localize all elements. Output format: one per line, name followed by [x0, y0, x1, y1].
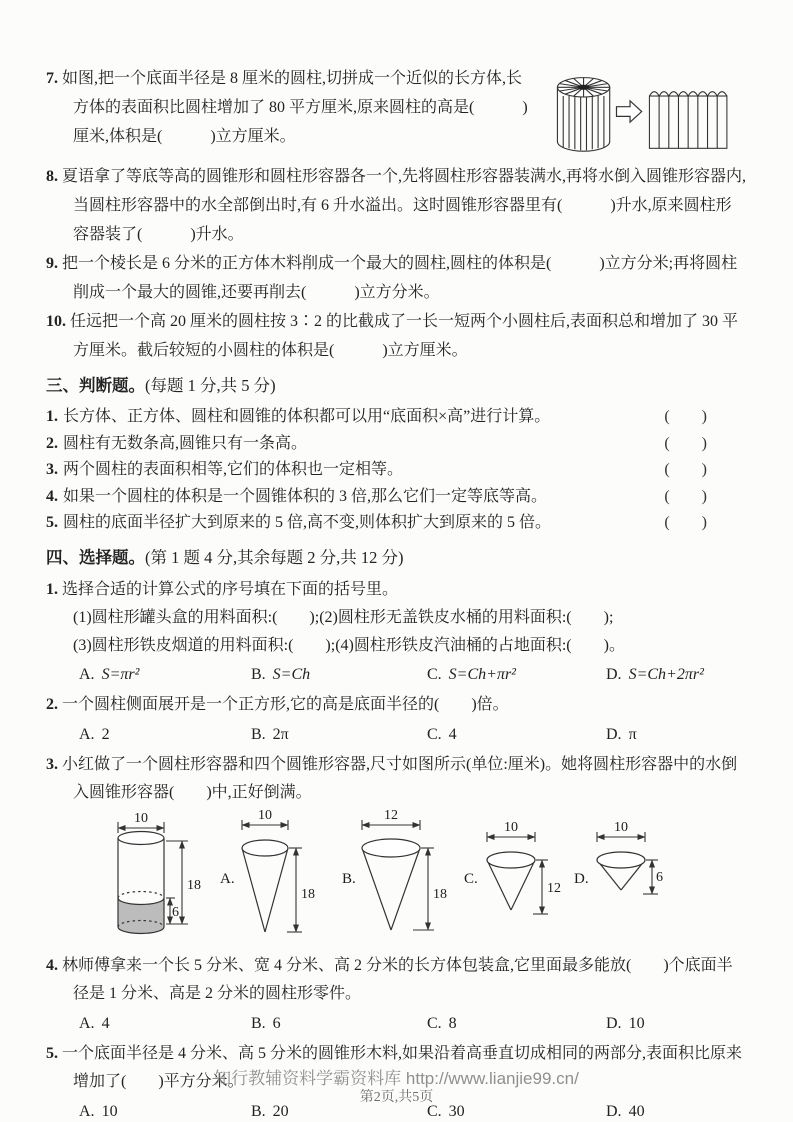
judgment-item-4: [46, 484, 747, 511]
cylinder-figure: [118, 811, 201, 933]
question-9: [46, 249, 747, 307]
answer-parens: ( ): [664, 461, 707, 478]
choice-question-4: [46, 952, 747, 1038]
cone-figure-c: [464, 820, 561, 914]
option-b: B. 6: [251, 1014, 281, 1032]
question-number: 2.: [46, 696, 58, 713]
question-number: 5.: [46, 1044, 58, 1062]
options-row: [46, 1009, 747, 1038]
cone-b-diameter-label: 12: [384, 809, 398, 823]
question-text: 选择合适的计算公式的序号填在下面的括号里。: [62, 580, 399, 598]
option-a: A. S=πr²: [79, 666, 140, 683]
cone-figure-d: [574, 820, 663, 894]
option-c: C. 8: [427, 1014, 457, 1032]
item-number: 4.: [46, 487, 58, 505]
option-d: D. 10: [606, 1014, 645, 1032]
judgment-item-1: [46, 404, 747, 431]
item-text: 圆柱的底面半径扩大到原来的 5 倍,高不变,则体积扩大到原来的 5 倍。: [63, 514, 552, 531]
cone-d-diameter-label: 10: [614, 819, 628, 835]
answer-parens: ( ): [664, 514, 707, 531]
item-number: 3.: [46, 461, 58, 478]
question-text: 小红做了一个圆柱形容器和四个圆锥形容器,尺寸如图所示(单位:厘米)。她将圆柱形容器中的水倒入圆锥形容器( )中,正好倒满。: [62, 755, 738, 801]
judgment-item-3: [46, 457, 747, 484]
cone-figure-b: [342, 810, 447, 930]
cone-a-height-label: 18: [301, 886, 315, 902]
choice-header-title: 四、选择题。: [46, 547, 145, 567]
option-d: D. π: [606, 725, 637, 743]
option-d: D. 40: [606, 1102, 645, 1120]
option-b: B. S=Ch: [251, 666, 311, 683]
option-c: C. 4: [427, 725, 457, 743]
arrow-right-icon: [616, 101, 641, 122]
cylinder-to-prism-figure: [547, 66, 747, 158]
option-a: A. 10: [79, 1102, 118, 1120]
question-text: 一个底面半径是 4 分米、高 5 分米的圆锥形木料,如果沿着高垂直切成相同的两部分,表面积比原来增加了( )平方分米。: [62, 1044, 743, 1090]
judgment-section: [46, 372, 747, 537]
answer-parens: ( ): [664, 408, 707, 425]
cone-a-label: A.: [220, 870, 235, 887]
question-text: 任远把一个高 20 厘米的圆柱按 3∶2 的比截成了一长一短两个小圆柱后,表面积总和增加了 30 平方厘米。截后较短的小圆柱的体积是( )立方厘米。: [70, 313, 739, 359]
sub-items-3-4: (3)圆柱形铁皮烟道的用料面积:( );(4)圆柱形铁皮汽油桶的占地面积:( )。: [73, 637, 625, 654]
cone-d-height-label: 6: [656, 869, 663, 885]
option-a: A. 2: [79, 725, 110, 743]
question-number: 3.: [46, 755, 58, 773]
question-number: 4.: [46, 956, 58, 974]
question-10: [46, 307, 747, 365]
option-d: D. S=Ch+2πr²: [606, 666, 704, 683]
containers-figure: [60, 810, 760, 950]
judgment-item-2: [46, 431, 747, 458]
cone-c-diameter-label: 10: [504, 819, 518, 835]
question-number: 7.: [46, 70, 58, 87]
choice-header: [46, 544, 747, 571]
watermark-site-text: 知行教辅资料学霸资料库 http://www.lianjie99.cn/: [214, 1069, 579, 1088]
fill-in-section: [46, 64, 747, 365]
judgment-item-5: [46, 510, 747, 537]
cone-c-label: C.: [464, 870, 478, 887]
question-number: 9.: [46, 255, 58, 272]
figure-containers: [60, 810, 747, 950]
item-text: 两个圆柱的表面积相等,它们的体积也一定相等。: [63, 461, 404, 478]
question-7: [46, 64, 747, 162]
question-number: 1.: [46, 580, 58, 598]
figure-cylinder-to-prism: [547, 66, 747, 158]
question-number: 10.: [46, 313, 66, 330]
cone-b-label: B.: [342, 870, 356, 887]
cylinder-height-label: 18: [187, 877, 201, 893]
item-text: 圆柱有无数条高,圆锥只有一条高。: [63, 434, 308, 452]
option-a: A. 4: [79, 1014, 110, 1032]
answer-parens: ( ): [664, 434, 707, 452]
option-c: C. S=Ch+πr²: [427, 666, 516, 683]
option-c: C. 30: [427, 1102, 465, 1120]
choice-question-1: [46, 576, 747, 690]
item-text: 长方体、正方体、圆柱和圆锥的体积都可以用“底面积×高”进行计算。: [63, 408, 551, 425]
cylinder-drawing: [557, 78, 609, 152]
options-row: [46, 660, 747, 689]
item-text: 如果一个圆柱的体积是一个圆锥体积的 3 倍,那么它们一定等底等高。: [63, 487, 548, 505]
page-number: 第2页,共5页: [359, 1090, 434, 1105]
judgment-header: [46, 372, 747, 399]
question-text: 把一个棱长是 6 分米的正方体木料削成一个最大的圆柱,圆柱的体积是( )立方分米;再将圆柱削成一个最大的圆锥,还要再削去( )立方分米。: [62, 255, 738, 301]
question-8: [46, 162, 747, 249]
question-text: 如图,把一个底面半径是 8 厘米的圆柱,切拼成一个近似的长方体,长方体的表面积比圆柱增加了 80 平方厘米,原来圆柱的高是( )厘米,体积是( )立方厘米。: [62, 70, 528, 145]
cone-figure-a: [220, 810, 315, 932]
question-number: 8.: [46, 168, 58, 185]
choice-question-3: [46, 751, 747, 950]
options-row: [46, 720, 747, 749]
cylinder-diameter-label: 10: [134, 810, 148, 826]
choice-question-2: [46, 691, 747, 749]
cone-a-diameter-label: 10: [258, 809, 272, 823]
prism-drawing: [649, 92, 726, 149]
item-number: 2.: [46, 434, 58, 452]
cone-c-height-label: 12: [547, 880, 561, 896]
item-number: 1.: [46, 408, 58, 425]
answer-parens: ( ): [664, 487, 707, 505]
cylinder-water-label: 6: [172, 904, 179, 920]
page-footer: [0, 1069, 793, 1106]
item-number: 5.: [46, 514, 58, 531]
judgment-header-note: (每题 1 分,共 5 分): [145, 376, 276, 395]
cone-d-label: D.: [574, 870, 589, 887]
judgment-header-title: 三、判断题。: [46, 376, 145, 395]
sub-items-1-2: (1)圆柱形罐头盒的用料面积:( );(2)圆柱形无盖铁皮水桶的用料面积:( );: [73, 609, 614, 626]
cone-b-height-label: 18: [433, 886, 447, 902]
choice-header-note: (第 1 题 4 分,其余每题 2 分,共 12 分): [145, 547, 404, 567]
question-text: 夏语拿了等底等高的圆锥形和圆柱形容器各一个,先将圆柱形容器装满水,再将水倒入圆锥形容器内,当圆柱形容器中的水全部倒出时,有 6 升水溢出。这时圆锥形容器里有( )升水,原来圆柱形容器装了( )升水。: [62, 168, 747, 243]
option-b: B. 2π: [251, 725, 289, 743]
question-text: 林师傅拿来一个长 5 分米、宽 4 分米、高 2 分米的长方体包装盒,它里面最多能放( )个底面半径是 1 分米、高是 2 分米的圆柱形零件。: [62, 956, 733, 1002]
choice-section: [46, 544, 747, 1122]
question-text: 一个圆柱侧面展开是一个正方形,它的高是底面半径的( )倍。: [62, 696, 509, 713]
option-b: B. 20: [251, 1102, 289, 1120]
